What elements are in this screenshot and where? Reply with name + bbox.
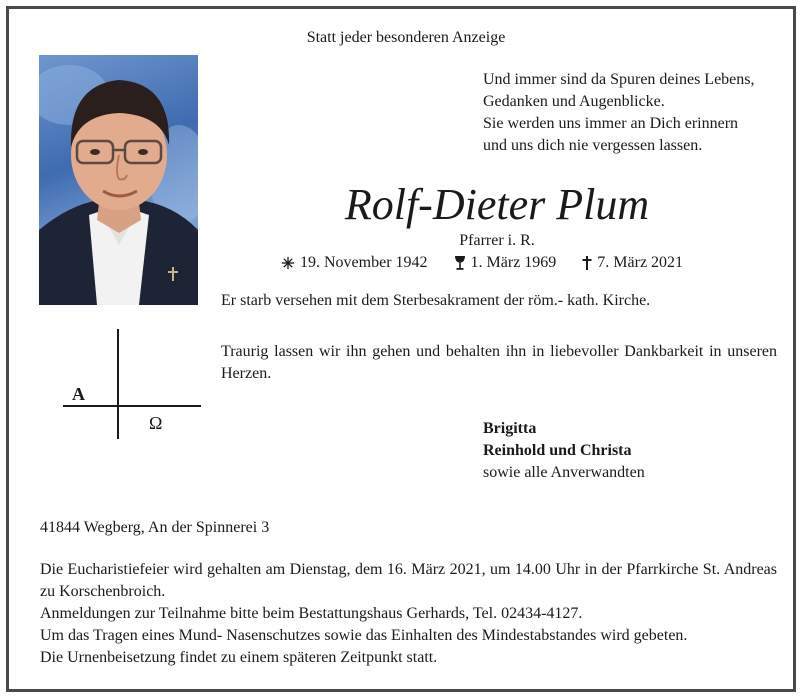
birth-date-text: 19. November 1942	[300, 254, 428, 271]
verse-line: Gedanken und Augenblicke.	[483, 93, 665, 110]
mourner-line: Brigitta	[483, 420, 537, 437]
life-dates	[281, 254, 683, 272]
service-info	[40, 559, 777, 669]
deceased-name: Rolf-Dieter Plum	[344, 180, 650, 229]
deceased-title: Pfarrer i. R.	[459, 232, 535, 249]
obituary-frame	[6, 6, 796, 692]
verse-line: und uns dich nie vergessen lassen.	[483, 137, 703, 154]
portrait-photo	[39, 55, 198, 305]
ordination-date	[454, 254, 557, 272]
alpha-symbol: A	[72, 384, 85, 404]
cross-icon	[582, 255, 592, 271]
verse-block	[483, 69, 755, 157]
info-line: Um das Tragen eines Mund- Nasenschutzes sowie das Einhalten des Mindestabstandes wird gebeten.	[40, 627, 688, 644]
verse-line: Und immer sind da Spuren deines Lebens,	[483, 71, 755, 88]
alpha-omega-cross	[61, 329, 201, 441]
mourners-block	[483, 418, 645, 484]
mourner-line: sowie alle Anverwandten	[483, 464, 645, 481]
info-line: Die Urnenbeisetzung findet zu einem späteren Zeitpunkt statt.	[40, 649, 438, 666]
address: 41844 Wegberg, An der Spinnerei 3	[40, 519, 270, 536]
birth-star-icon	[281, 256, 295, 270]
mourning-text: Traurig lassen wir ihn gehen und behalten ihn in liebevoller Dankbarkeit in unseren Herzen.	[221, 343, 777, 382]
verse-line: Sie werden uns immer an Dich erinnern	[483, 115, 739, 132]
info-line: Anmeldungen zur Teilnahme bitte beim Bestattungshaus Gerhards, Tel. 02434-4127.	[40, 605, 583, 622]
info-line: Die Eucharistiefeier wird gehalten am Dienstag, dem 16. März 2021, um 14.00 Uhr in der Pfarrkirche St. Andreas zu Korschenbroich.	[40, 561, 777, 600]
header-text: Statt jeder besonderen Anzeige	[306, 29, 506, 46]
death-date	[582, 254, 683, 272]
ordination-date-text: 1. März 1969	[470, 254, 557, 271]
omega-symbol: Ω	[149, 413, 163, 433]
birth-date	[281, 254, 428, 272]
alpha-omega-cross-icon	[61, 329, 201, 441]
chalice-icon	[454, 255, 466, 271]
portrait-illustration	[39, 55, 198, 305]
mourner-line: Reinhold und Christa	[483, 442, 632, 459]
death-note: Er starb versehen mit dem Sterbesakrament der röm.- kath. Kirche.	[221, 292, 651, 309]
death-date-text: 7. März 2021	[597, 254, 684, 271]
